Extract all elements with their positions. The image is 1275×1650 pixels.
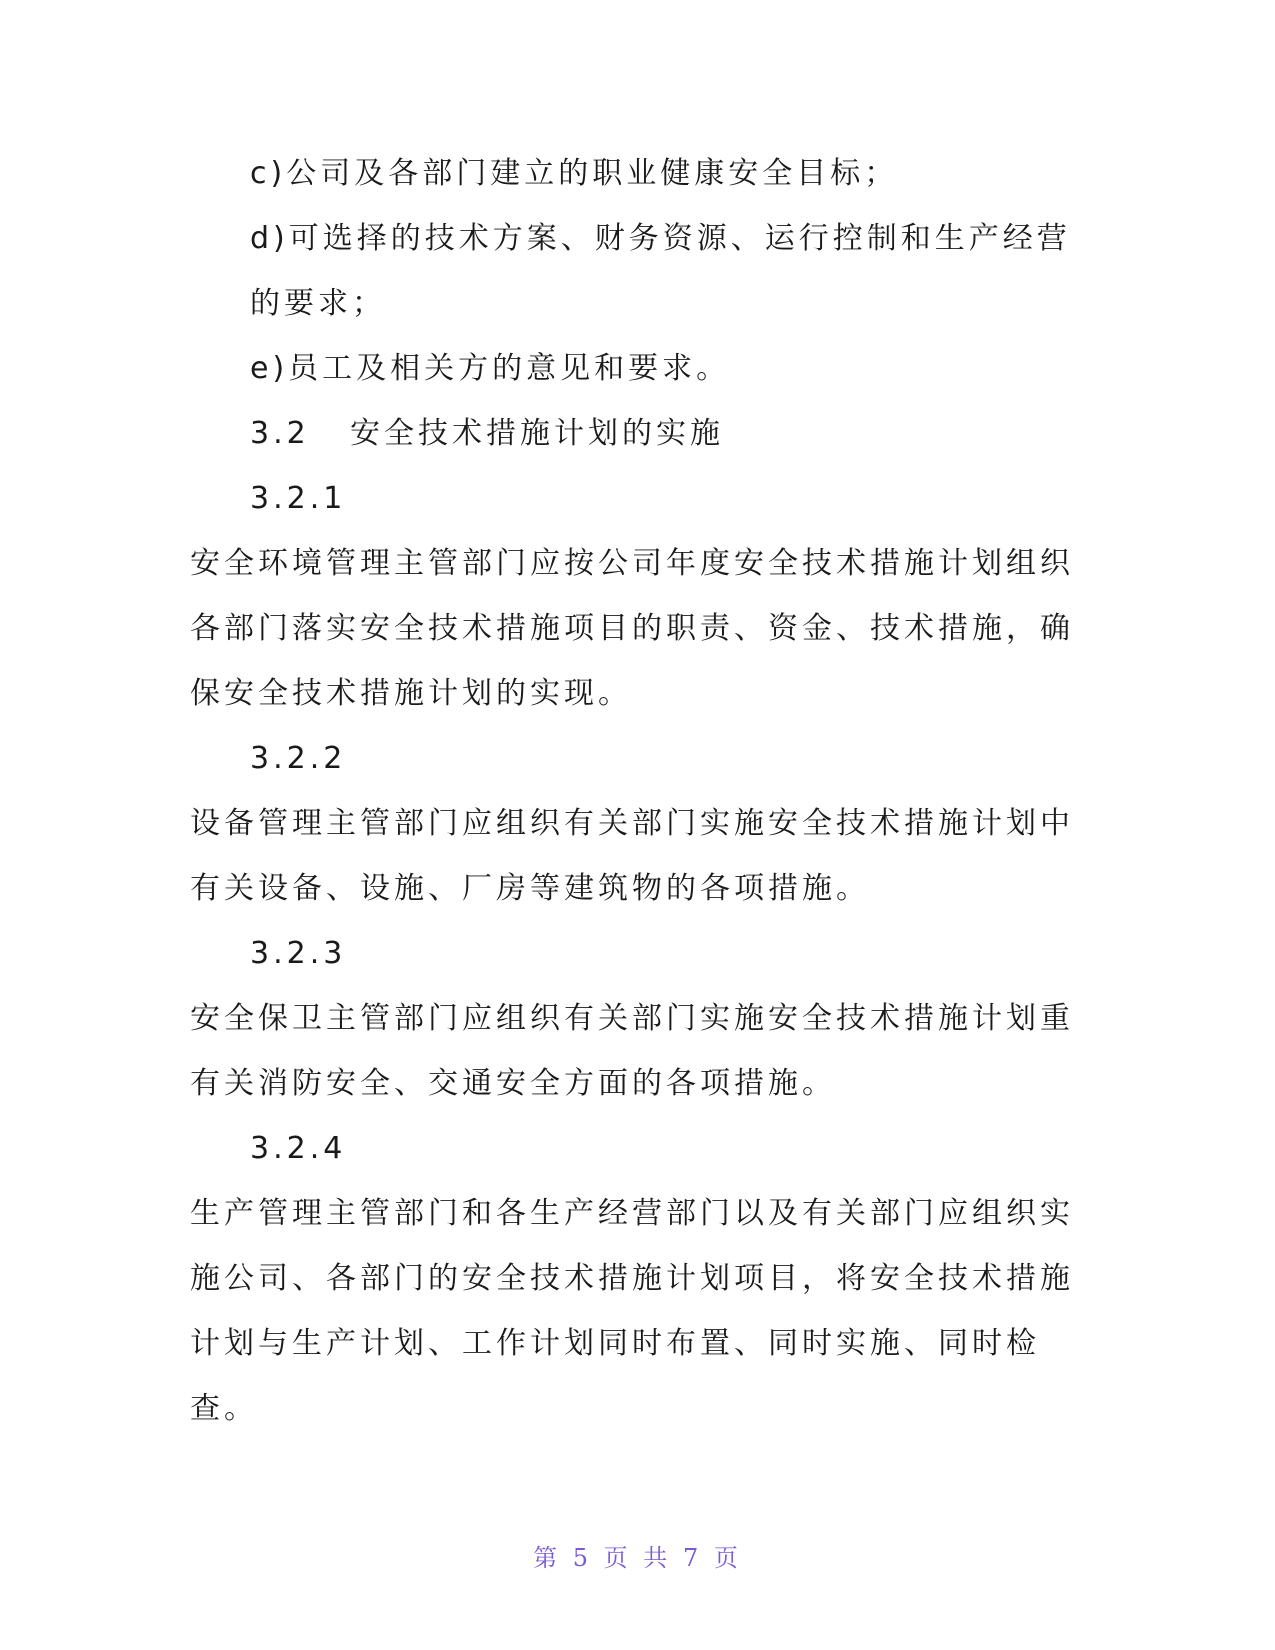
clause-text-3-2-1: 安全环境管理主管部门应按公司年度安全技术措施计划组织各部门落实安全技术措施项目的职责、资金、技术措施，确保安全技术措施计划的实现。 [190,546,1074,711]
clause-number-3-2-4: 3.2.4 [250,1131,347,1166]
list-item-d: d)可选择的技术方案、财务资源、运行控制和生产经营的要求； [250,221,1071,321]
list-item-c: c)公司及各部门建立的职业健康安全目标； [250,156,899,191]
clause-number-3-2-3: 3.2.3 [250,936,347,971]
section-heading-3-2 [190,401,1090,466]
clause-text-3-2-4: 生产管理主管部门和各生产经营部门以及有关部门应组织实施公司、各部门的安全技术措施计划项目，将安全技术措施计划与生产计划、工作计划同时布置、同时实施、同时检查。 [190,1196,1074,1426]
section-title: 安全技术措施计划的实施 [350,416,724,451]
page-footer: 第 5 页 共 7 页 [533,1544,742,1572]
clause-text-3-2-3: 安全保卫主管部门应组织有关部门实施安全技术措施计划重有关消防安全、交通安全方面的各项措施。 [190,1001,1074,1101]
section-number: 3.2 [250,416,310,451]
clause-text-3-2-2: 设备管理主管部门应组织有关部门实施安全技术措施计划中有关设备、设施、厂房等建筑物的各项措施。 [190,806,1074,906]
clause-number-3-2-2: 3.2.2 [250,741,347,776]
list-item-e: e)员工及相关方的意见和要求。 [250,351,731,386]
document-body [190,141,1090,1441]
clause-number-3-2-1: 3.2.1 [250,481,347,516]
